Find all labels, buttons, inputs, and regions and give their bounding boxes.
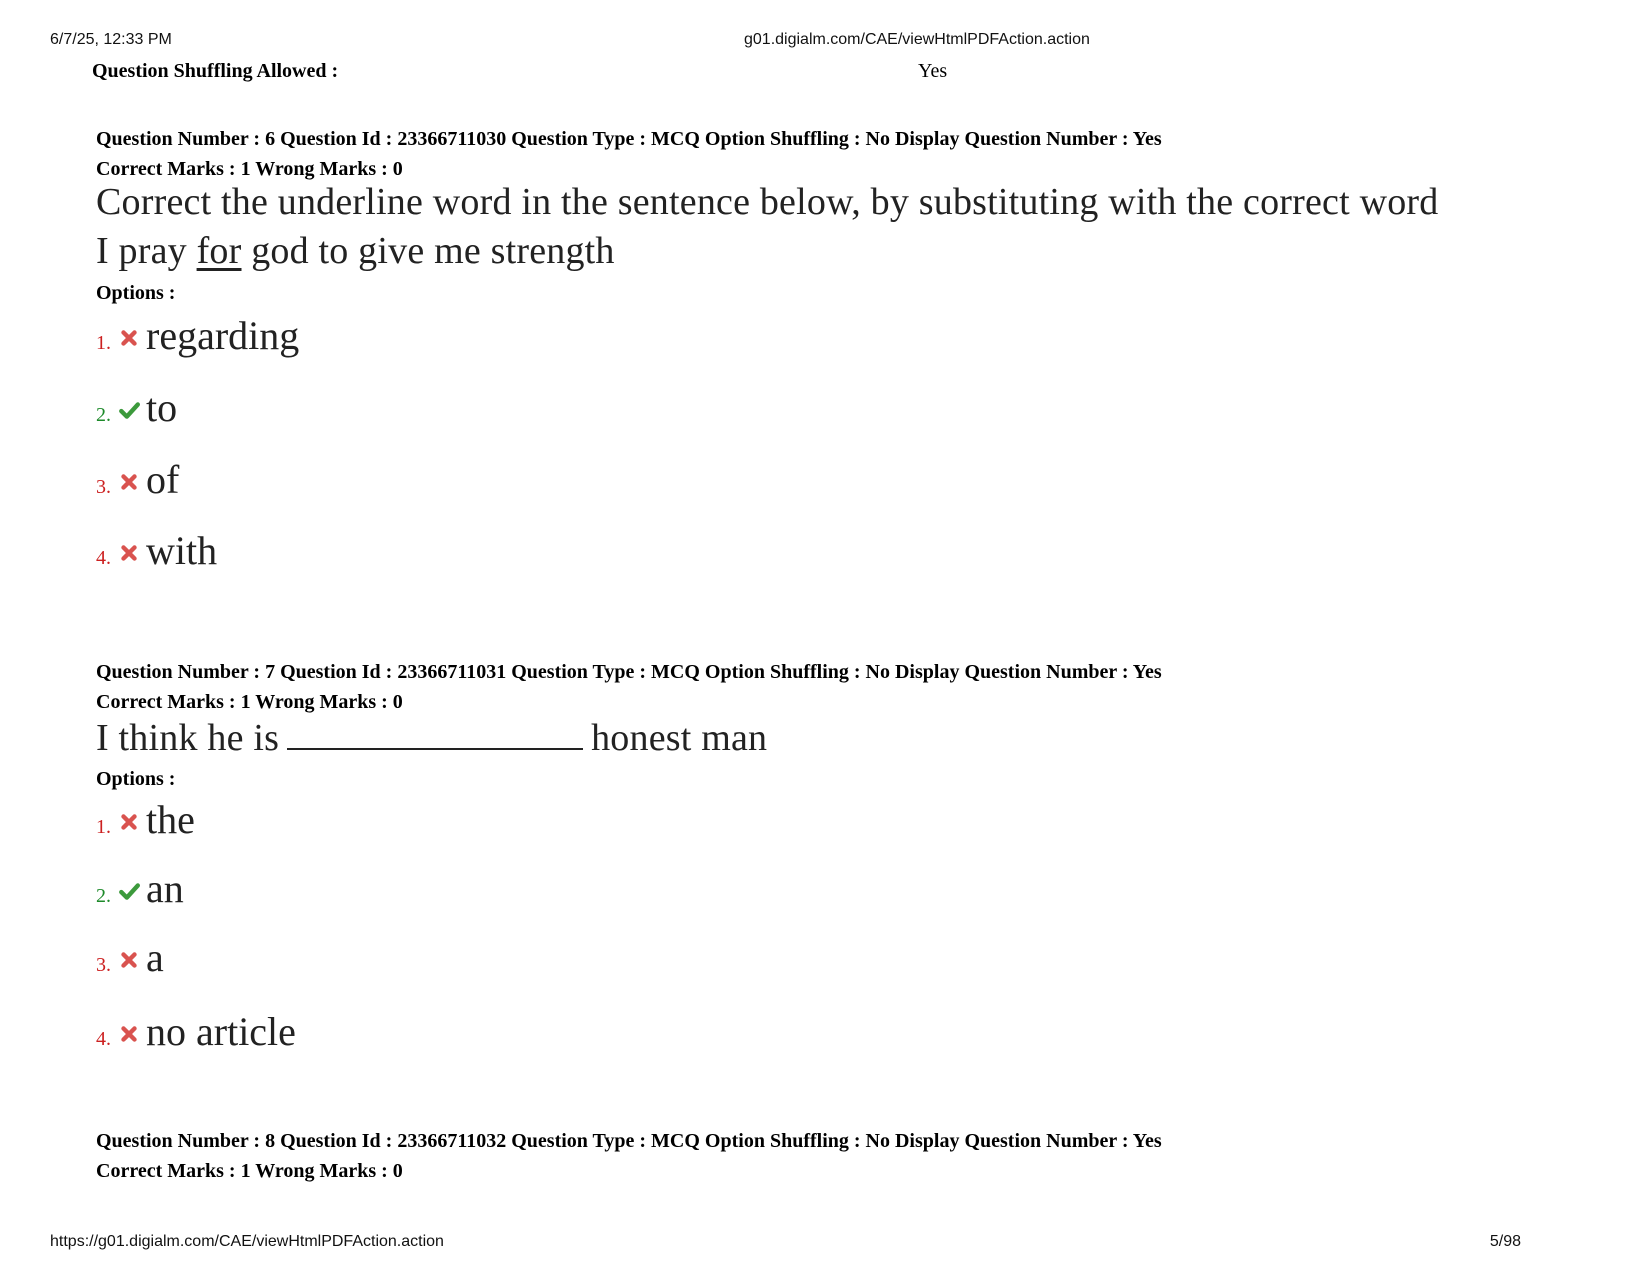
- cross-icon: [118, 542, 140, 564]
- question-marks-line: Correct Marks : 1 Wrong Marks : 0: [96, 691, 403, 713]
- question-marks-line: Correct Marks : 1 Wrong Marks : 0: [96, 158, 403, 180]
- options-label: Options :: [96, 768, 176, 790]
- fill-blank-line: [287, 714, 583, 750]
- question-6-stem-line1: Correct the underline word in the sentence below, by substituting with the correct word: [96, 181, 1439, 223]
- cross-icon: [118, 949, 140, 971]
- question-meta-line: Question Number : 8 Question Id : 23366711032 Question Type : MCQ Option Shuffling : No Display Question Number : Yes: [96, 1130, 1162, 1152]
- option-item: [96, 1008, 296, 1055]
- page-number: 5/98: [1489, 1233, 1521, 1250]
- option-item: [96, 934, 164, 981]
- option-text: a: [146, 935, 164, 980]
- print-url-header: g01.digialm.com/CAE/viewHtmlPDFAction.action: [744, 31, 1090, 48]
- option-item: [96, 527, 217, 574]
- option-text: to: [146, 385, 178, 430]
- checkmark-icon: [118, 399, 140, 421]
- option-number: 4.: [96, 547, 111, 569]
- option-text: of: [146, 457, 180, 502]
- question-marks-line: Correct Marks : 1 Wrong Marks : 0: [96, 1160, 403, 1182]
- stem-text: honest man: [591, 717, 768, 759]
- print-datetime: 6/7/25, 12:33 PM: [50, 31, 172, 48]
- option-item: [96, 384, 177, 431]
- cross-icon: [118, 1023, 140, 1045]
- stem-text: I pray: [96, 230, 197, 272]
- option-item: [96, 796, 195, 843]
- option-number: 3.: [96, 476, 111, 498]
- question-8-meta: [96, 1126, 1162, 1186]
- options-label: Options :: [96, 282, 176, 304]
- option-number: 2.: [96, 404, 111, 426]
- checkmark-icon: [118, 880, 140, 902]
- question-meta-line: Question Number : 7 Question Id : 23366711031 Question Type : MCQ Option Shuffling : No Display Question Number : Yes: [96, 661, 1162, 683]
- option-number: 2.: [96, 885, 111, 907]
- option-item: [96, 456, 179, 503]
- option-text: the: [146, 797, 195, 842]
- cross-icon: [118, 471, 140, 493]
- cross-icon: [118, 327, 140, 349]
- underlined-word: for: [196, 230, 242, 272]
- stem-text: I think he is: [96, 717, 280, 759]
- shuffle-value: Yes: [918, 60, 948, 82]
- option-number: 4.: [96, 1028, 111, 1050]
- question-meta-line: Question Number : 6 Question Id : 23366711030 Question Type : MCQ Option Shuffling : No Display Question Number : Yes: [96, 128, 1162, 150]
- option-text: regarding: [146, 313, 300, 358]
- cross-icon: [118, 811, 140, 833]
- question-7-stem: [96, 714, 767, 760]
- option-text: with: [146, 528, 218, 573]
- option-text: an: [146, 866, 184, 911]
- stem-text: god to give me strength: [241, 230, 615, 272]
- shuffle-label: Question Shuffling Allowed :: [92, 60, 339, 82]
- question-7-meta: [96, 657, 1162, 717]
- option-text: no article: [146, 1009, 296, 1054]
- question-6-stem-line2: [96, 229, 615, 273]
- option-number: 1.: [96, 816, 111, 838]
- option-item: [96, 312, 299, 359]
- option-item: [96, 865, 184, 912]
- print-url-footer: https://g01.digialm.com/CAE/viewHtmlPDFAction.action: [50, 1233, 444, 1250]
- option-number: 3.: [96, 954, 111, 976]
- question-6-meta: [96, 124, 1162, 184]
- option-number: 1.: [96, 332, 111, 354]
